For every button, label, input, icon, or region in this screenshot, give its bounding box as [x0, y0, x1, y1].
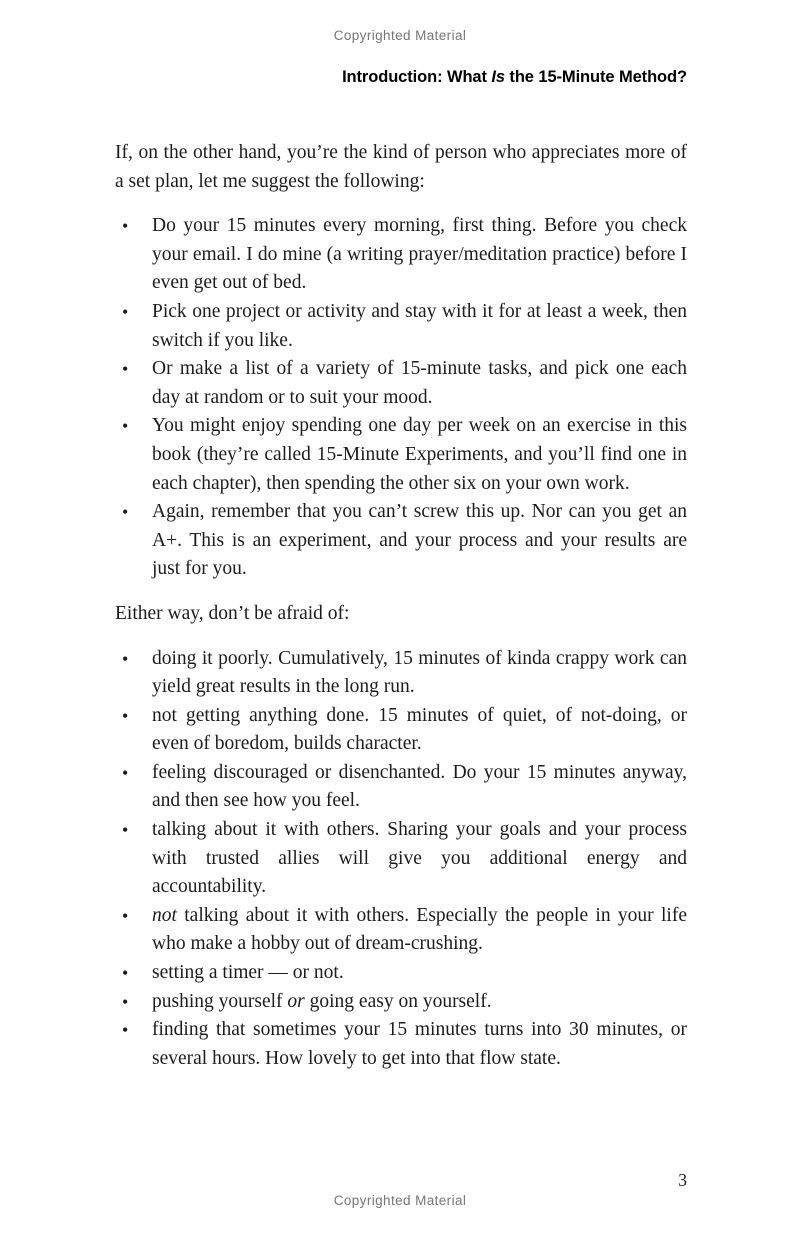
list-item-text: You might enjoy spending one day per week on an exercise in this book (they’re called 15-Minute Experiments, and you’ll find one in each chapter), then spending the other six on your own work.: [152, 415, 687, 494]
page-body: [115, 139, 687, 1089]
bullet-marker: •: [122, 991, 129, 1012]
list-item-text: not getting anything done. 15 minutes of quiet, of not-doing, or even of boredom, builds character.: [152, 704, 687, 755]
list-item: [115, 988, 687, 1017]
list-item-text: feeling discouraged or disenchanted. Do your 15 minutes anyway, and then see how you feel.: [152, 761, 687, 812]
list-item-text: pushing yourself or going easy on yourself.: [152, 990, 492, 1012]
running-header-text-end: the 15-Minute Method?: [504, 68, 687, 86]
list-item: [115, 1016, 687, 1073]
bullet-marker: •: [122, 216, 129, 237]
running-header-italic: Is: [491, 68, 505, 86]
bullet-marker: •: [122, 1020, 129, 1041]
list-item-text: doing it poorly. Cumulatively, 15 minutes of kinda crappy work can yield great results in the long run.: [152, 647, 687, 698]
running-header-text: Introduction: What: [342, 68, 492, 86]
list-item: [115, 498, 687, 584]
bullet-marker: •: [122, 502, 129, 523]
bullet-marker: •: [122, 762, 129, 783]
running-header: [115, 68, 687, 87]
bullet-marker: •: [122, 648, 129, 669]
list-item-text: Or make a list of a variety of 15-minute tasks, and pick one each day at random or to suit your mood.: [152, 358, 687, 408]
list-item: [115, 412, 687, 498]
bullet-list-fears: [115, 645, 687, 1074]
list-item: [115, 959, 687, 988]
list-item-text: finding that sometimes your 15 minutes turns into 30 minutes, or several hours. How lovely to get into that flow state.: [152, 1019, 687, 1069]
list-item: [115, 816, 687, 902]
list-item-text: Pick one project or activity and stay with it for at least a week, then switch if you like.: [152, 300, 687, 351]
page-number: 3: [678, 1170, 687, 1190]
copyright-notice-bottom: Copyrighted Material: [333, 1193, 467, 1208]
bullet-marker: •: [122, 301, 129, 322]
list-item-text: setting a timer — or not.: [152, 962, 344, 984]
list-item: [115, 759, 687, 816]
bullet-marker: •: [122, 705, 129, 726]
either-way-paragraph: Either way, don’t be afraid of:: [115, 602, 350, 624]
bullet-marker: •: [122, 359, 129, 380]
bullet-marker: •: [122, 905, 129, 926]
bullet-list-plan: [115, 212, 687, 584]
list-item: [115, 298, 687, 355]
list-item-text: talking about it with others. Sharing your goals and your process with trusted allies will give you additional energy and accountability.: [152, 819, 687, 898]
list-item: [115, 355, 687, 412]
intro-paragraph: If, on the other hand, you’re the kind of person who appreciates more of a set plan, let me suggest the following:: [115, 142, 687, 192]
list-item-text: not talking about it with others. Especially the people in your life who make a hobby out of dream-crushing.: [152, 904, 687, 955]
bullet-marker: •: [122, 416, 129, 437]
list-item: [115, 212, 687, 298]
bullet-marker: •: [122, 820, 129, 841]
list-item-text: Again, remember that you can’t screw this up. Nor can you get an A+. This is an experiment, and your process and your results are just for you.: [152, 501, 687, 580]
list-item: [115, 902, 687, 959]
list-item-text: Do your 15 minutes every morning, first thing. Before you check your email. I do mine (a writing prayer/meditation practice) before I even get out of bed.: [152, 215, 687, 294]
copyright-notice-top: Copyrighted Material: [333, 28, 467, 43]
list-item: [115, 645, 687, 702]
list-item: [115, 702, 687, 759]
bullet-marker: •: [122, 963, 129, 984]
